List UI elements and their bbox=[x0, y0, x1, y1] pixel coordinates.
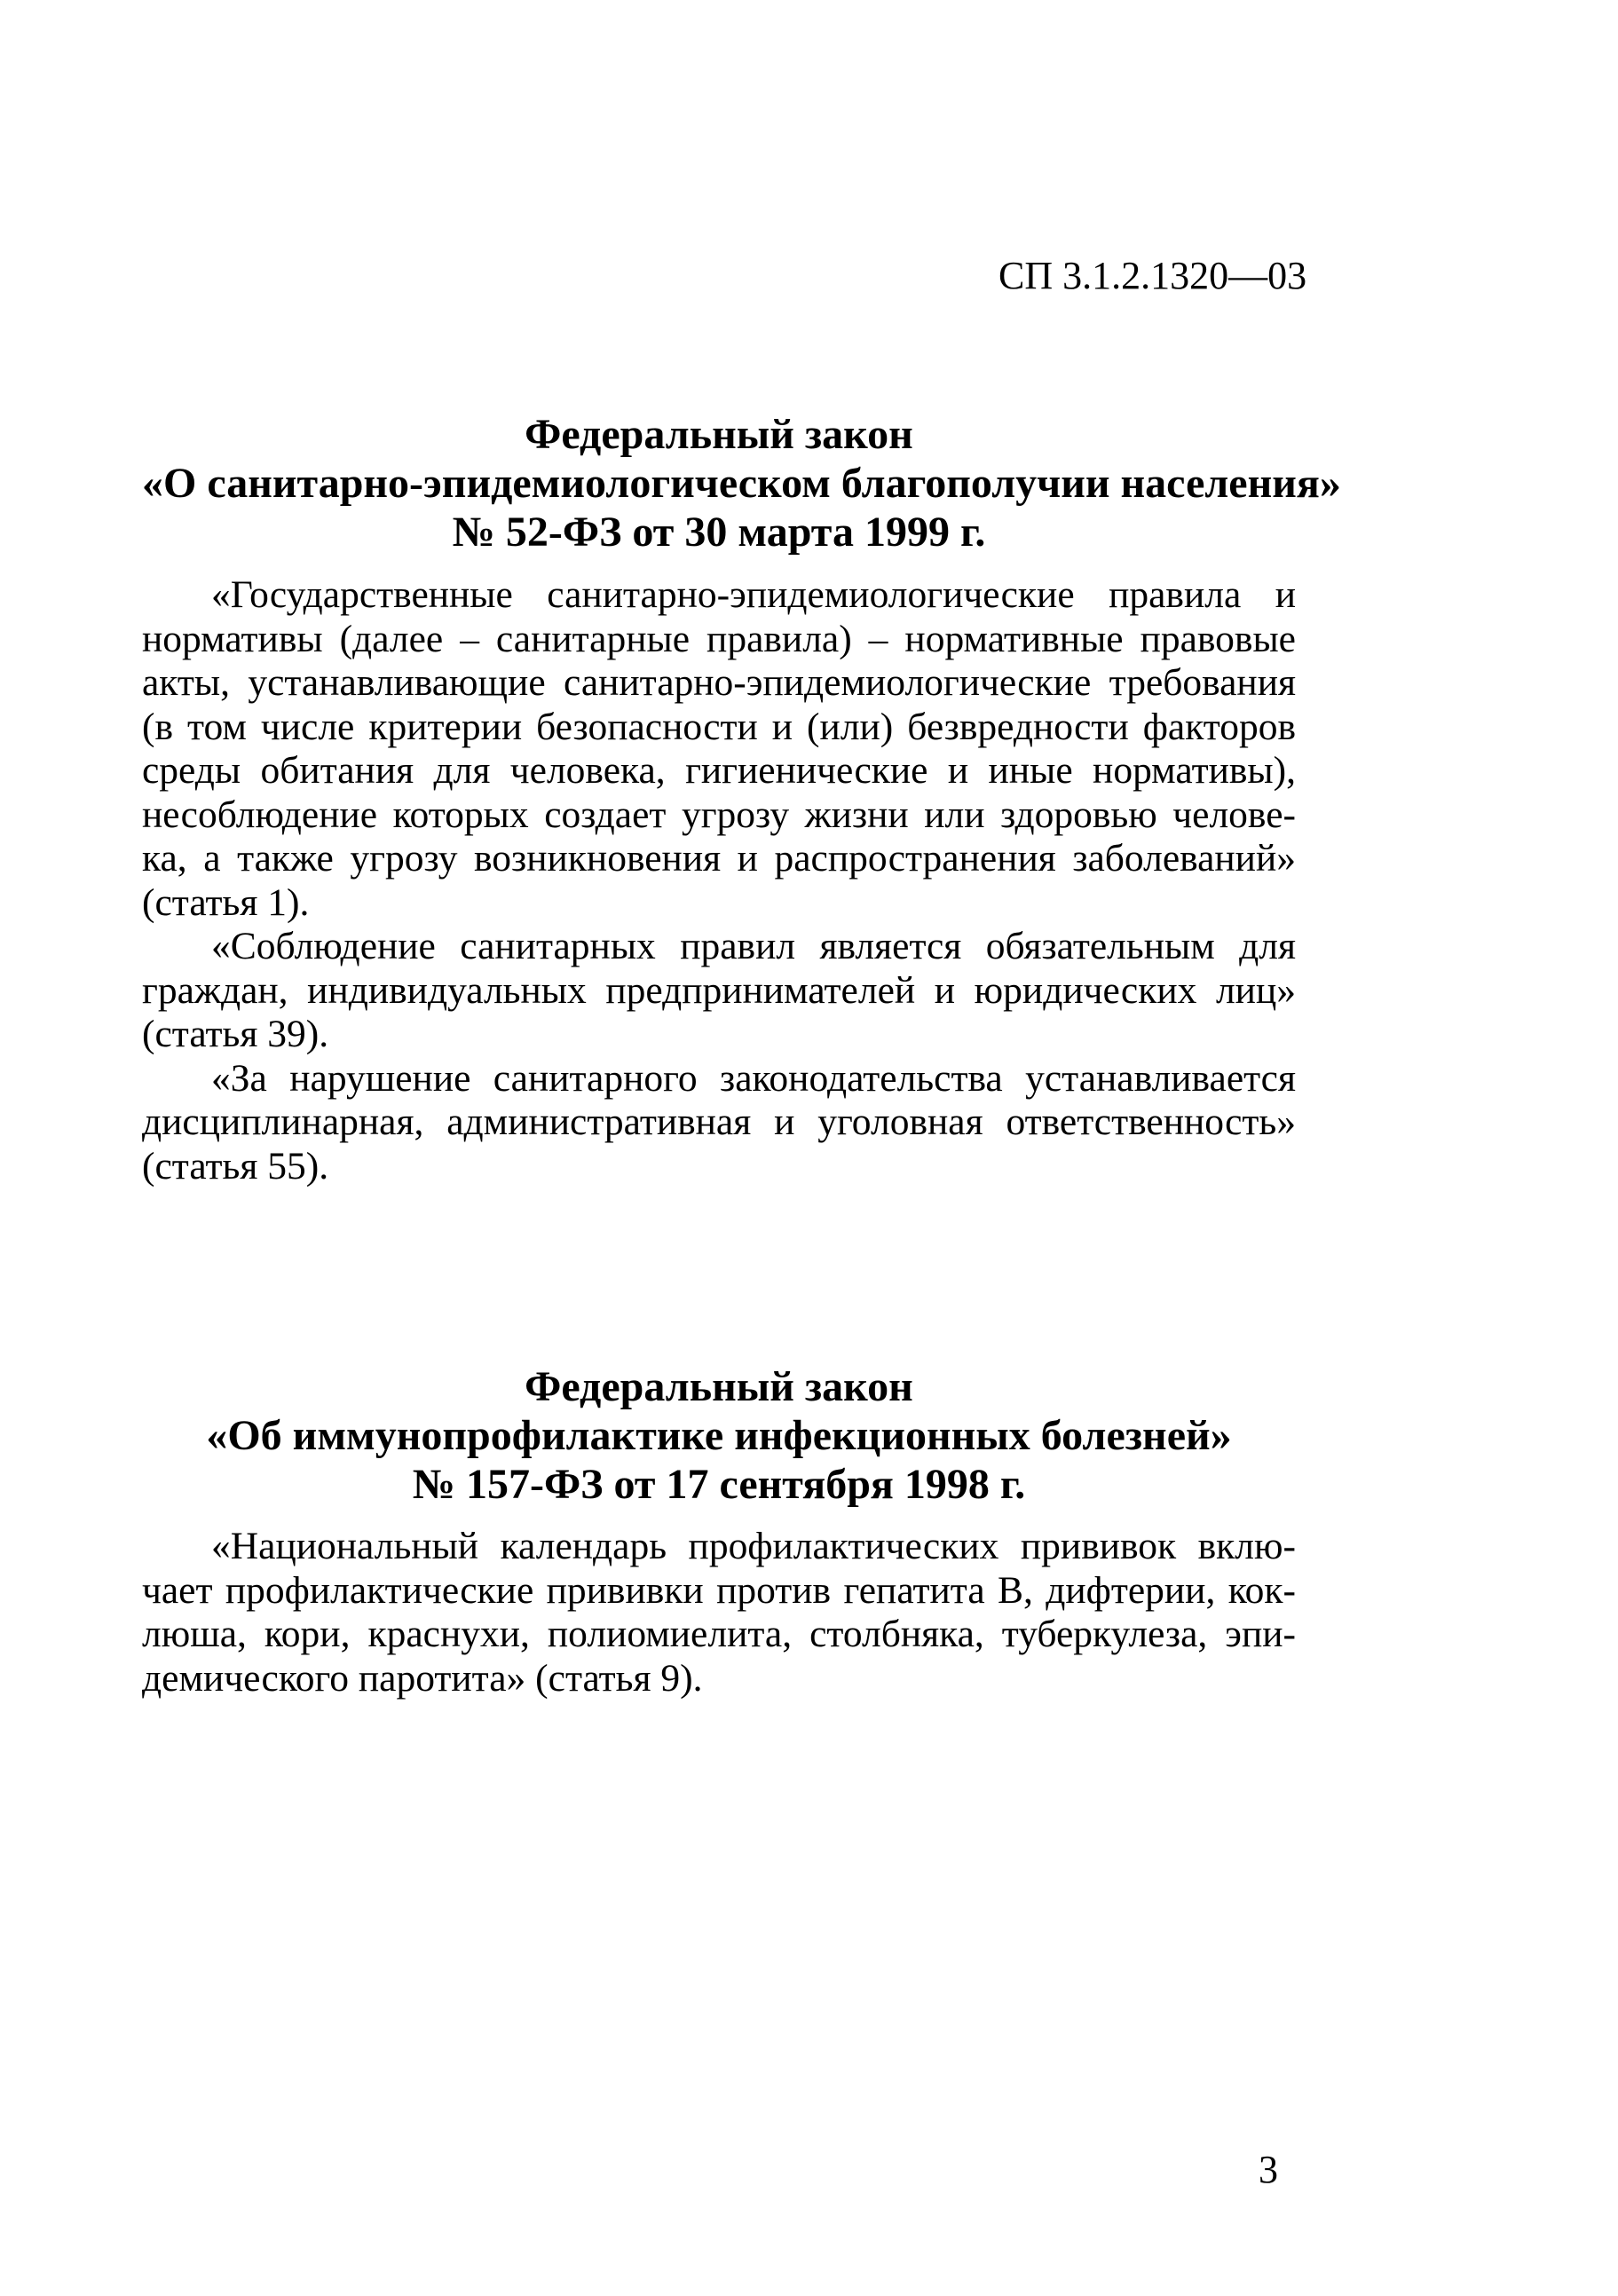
text-line: граждан, индивидуальных предпринимателей и юридических лиц» bbox=[142, 968, 1296, 1012]
text-line: чает профилактические прививки против гепатита В, дифтерии, кок- bbox=[142, 1568, 1296, 1612]
section-1-body bbox=[142, 573, 1296, 1188]
paragraph bbox=[142, 925, 1296, 1057]
text-line: «Государственные санитарно-эпидемиологические правила и bbox=[211, 573, 1296, 616]
text-line: демического паротита» (статья 9). bbox=[142, 1656, 703, 1700]
text-line: (статья 1). bbox=[142, 880, 310, 924]
heading-line: «Об иммунопрофилактике инфекционных болезней» bbox=[206, 1412, 1232, 1459]
heading-line: «О санитарно-эпидемиологическом благополучии населения» bbox=[142, 460, 1341, 507]
section-2-heading bbox=[142, 1362, 1296, 1509]
text-line: акты, устанавливающие санитарно-эпидемиологические требования bbox=[142, 661, 1296, 704]
text-line: «За нарушение санитарного законодательства устанавливается bbox=[211, 1056, 1296, 1100]
text-line: ка, а также угрозу возникновения и распространения заболеваний» bbox=[142, 837, 1296, 880]
heading-line: № 157-ФЗ от 17 сентября 1998 г. bbox=[412, 1461, 1026, 1508]
page-number: 3 bbox=[1259, 2148, 1278, 2191]
text-line: (в том числе критерии безопасности и (или) безвредности факторов bbox=[142, 705, 1296, 748]
heading-line: Федеральный закон bbox=[525, 1363, 913, 1410]
paragraph bbox=[142, 1525, 1296, 1700]
document-code: СП 3.1.2.1320—03 bbox=[998, 254, 1307, 297]
text-line: дисциплинарная, административная и уголовная ответственность» bbox=[142, 1101, 1296, 1143]
text-line: люша, кори, краснухи, полиомиелита, столбняка, туберкулеза, эпи- bbox=[142, 1613, 1296, 1655]
heading-line: № 52-ФЗ от 30 марта 1999 г. bbox=[452, 509, 986, 556]
text-line: нормативы (далее – санитарные правила) – нормативные правовые bbox=[142, 617, 1296, 660]
text-line: (статья 39). bbox=[142, 1013, 329, 1055]
text-line: (статья 55). bbox=[142, 1144, 329, 1187]
text-line: несоблюдение которых создает угрозу жизни или здоровью челове- bbox=[142, 793, 1296, 836]
paragraph bbox=[142, 1057, 1296, 1189]
paragraph bbox=[142, 573, 1296, 925]
section-2-body bbox=[142, 1525, 1296, 1700]
section-1-heading bbox=[142, 410, 1341, 556]
text-line: «Соблюдение санитарных правил является обязательным для bbox=[211, 925, 1296, 967]
text-line: среды обитания для человека, гигиенические и иные нормативы), bbox=[142, 749, 1296, 792]
heading-line: Федеральный закон bbox=[525, 411, 913, 458]
text-line: «Национальный календарь профилактических прививок вклю- bbox=[211, 1525, 1296, 1567]
